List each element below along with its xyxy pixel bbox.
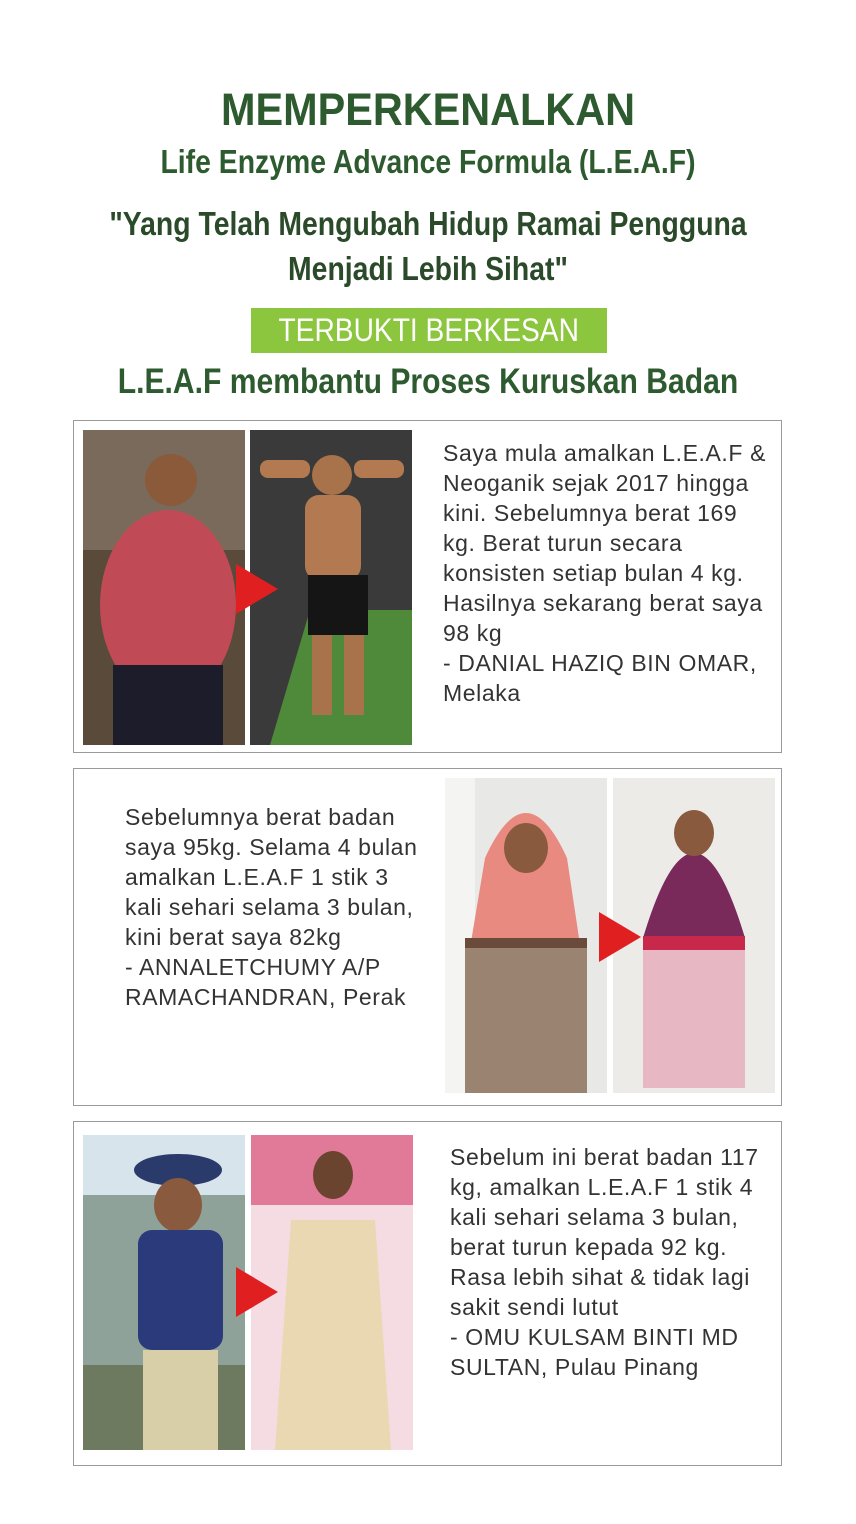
product-subtitle: Life Enzyme Advance Formula (L.E.A.F) bbox=[160, 143, 696, 180]
testimonial-card bbox=[73, 768, 782, 1106]
testimonial-text bbox=[450, 1142, 770, 1382]
testimonial-body: Saya mula amalkan L.E.A.F & Neoganik sejak 2017 hingga kini. Sebelumnya berat 169 kg. Berat turun secara konsisten setiap bulan 4 kg. Hasilnya sekarang berat saya 98 kg bbox=[443, 440, 767, 646]
testimonial-card bbox=[73, 1121, 782, 1466]
play-arrow-icon bbox=[236, 564, 278, 614]
page-title: MEMPERKENALKAN bbox=[221, 84, 635, 135]
proven-badge bbox=[251, 308, 607, 353]
testimonial-card bbox=[73, 420, 782, 753]
before-photo bbox=[83, 1135, 245, 1450]
testimonial-author: - DANIAL HAZIQ BIN OMAR, Melaka bbox=[443, 650, 757, 706]
before-photo bbox=[83, 430, 245, 745]
testimonial-body: Sebelumnya berat badan saya 95kg. Selama 4 bulan amalkan L.E.A.F 1 stik 3 kali sehari selama 3 bulan, kini berat saya 82kg bbox=[125, 804, 418, 950]
before-photo bbox=[445, 778, 607, 1093]
claim-heading: L.E.A.F membantu Proses Kuruskan Badan bbox=[117, 362, 739, 401]
play-arrow-icon bbox=[599, 912, 641, 962]
testimonial-text bbox=[443, 438, 773, 708]
testimonial-body: Sebelum ini berat badan 117 kg, amalkan L.E.A.F 1 stik 4 kali sehari selama 3 bulan, berat turun kepada 92 kg. Rasa lebih sihat & tidak lagi sakit sendi lutut bbox=[450, 1144, 759, 1320]
testimonial-author: - ANNALETCHUMY A/P RAMACHANDRAN, Perak bbox=[125, 954, 407, 1010]
play-arrow-icon bbox=[236, 1267, 278, 1317]
tagline-line-2: Menjadi Lebih Sihat" bbox=[288, 250, 568, 287]
testimonial-text bbox=[125, 802, 425, 1012]
testimonial-author: - OMU KULSAM BINTI MD SULTAN, Pulau Pinang bbox=[450, 1324, 739, 1380]
proven-badge-label: TERBUKTI BERKESAN bbox=[278, 312, 580, 348]
tagline-line-1: "Yang Telah Mengubah Hidup Ramai Pengguna bbox=[109, 205, 747, 242]
